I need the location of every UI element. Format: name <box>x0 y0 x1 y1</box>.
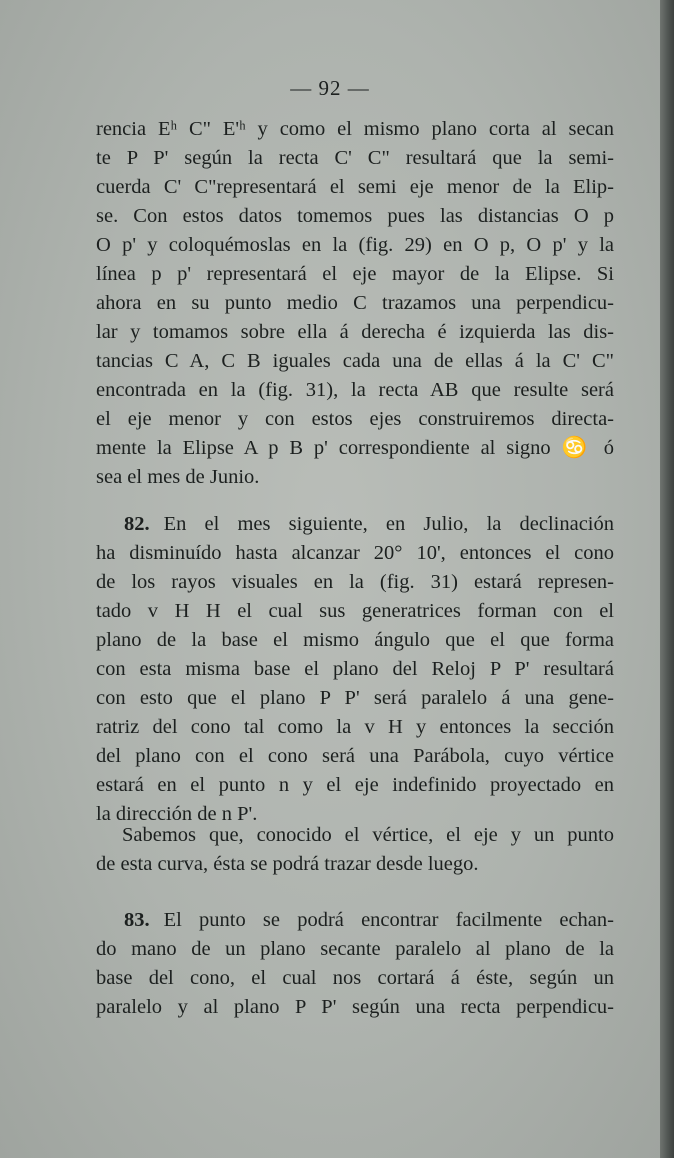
text-line: con esta misma base el plano del Reloj P P' resultará <box>96 658 614 680</box>
text-line: lar y tomamos sobre ella á derecha é izquierda las dis- <box>96 321 614 343</box>
text-line: base del cono, el cual nos cortará á éste, según un <box>96 967 614 989</box>
text-line: ahora en su punto medio C trazamos una perpendicu- <box>96 292 614 314</box>
text-line: cuerda C' C"representará el semi eje menor de la Elip- <box>96 176 614 198</box>
text-line: plano de la base el mismo ángulo que el que forma <box>96 629 614 651</box>
text-line: El punto se podrá encontrar facilmente echan- <box>163 909 614 931</box>
text-line: ratriz del cono tal como la v H y entonces la sección <box>96 716 614 738</box>
section-number: 82. <box>124 513 150 535</box>
text-line: se. Con estos datos tomemos pues las distancias O p <box>96 205 614 227</box>
text-line: ha disminuído hasta alcanzar 20° 10', entonces el cono <box>96 542 614 564</box>
text-line: tancias C A, C B iguales cada una de ellas á la C' C" <box>96 350 614 372</box>
section-number: 83. <box>124 909 150 931</box>
text-line: paralelo y al plano P P' según una recta perpendicu- <box>96 996 614 1018</box>
text-line: tado v H H el cual sus generatrices forman con el <box>96 600 614 622</box>
text-line: te P P' según la recta C' C" resultará que la semi- <box>96 147 614 169</box>
section-first-line <box>124 905 614 935</box>
text-line: la dirección de n P'. <box>96 803 258 825</box>
text-line: do mano de un plano secante paralelo al plano de la <box>96 938 614 960</box>
text-line: línea p p' representará el eje mayor de la Elipse. Si <box>96 263 614 285</box>
text-line: rencia Eʰ C" E'ʰ y como el mismo plano corta al secan <box>96 118 614 140</box>
text-line: Sabemos que, conocido el vértice, el eje y un punto <box>122 824 614 846</box>
text-line: el eje menor y con estos ejes construiremos directa- <box>96 408 614 430</box>
text-line: En el mes siguiente, en Julio, la declinación <box>163 513 614 535</box>
page-number: — 92 — <box>290 76 370 100</box>
text-line: estará en el punto n y el eje indefinido proyectado en <box>96 774 614 796</box>
section-first-line <box>124 509 614 539</box>
text-line: encontrada en la (fig. 31), la recta AB que resulte será <box>96 379 614 401</box>
text-line: mente la Elipse A p B p' correspondiente al signo ♋ ó <box>96 437 614 459</box>
text-line: sea el mes de Junio. <box>96 466 260 488</box>
text-line: O p' y coloquémoslas en la (fig. 29) en O p, O p' y la <box>96 234 614 256</box>
text-line: con esto que el plano P P' será paralelo á una gene- <box>96 687 614 709</box>
text-line: del plano con el cono será una Parábola, cuyo vértice <box>96 745 614 767</box>
text-line: de los rayos visuales en la (fig. 31) estará represen- <box>96 571 614 593</box>
text-line: de esta curva, ésta se podrá trazar desde luego. <box>96 853 479 875</box>
book-spine-edge <box>660 0 674 1158</box>
